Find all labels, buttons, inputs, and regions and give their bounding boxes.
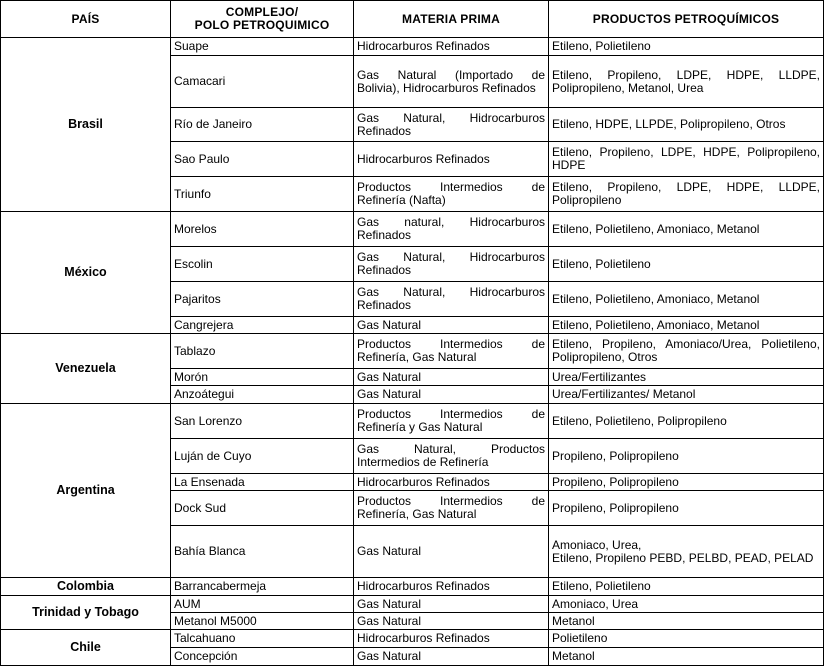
products-cell: Amoniaco, Urea — [549, 596, 824, 613]
complex-cell: San Lorenzo — [171, 404, 354, 439]
products-cell: Metanol — [549, 648, 824, 666]
complex-cell: Concepción — [171, 648, 354, 666]
products-cell: Etileno, Polietileno, Amoniaco, Metanol — [549, 212, 824, 247]
complex-cell: Morón — [171, 369, 354, 386]
complex-cell: Anzoátegui — [171, 386, 354, 404]
header-pais: PAÍS — [1, 1, 171, 38]
table-row — [1, 404, 824, 439]
products-cell: Propileno, Polipropileno — [549, 491, 824, 526]
complex-cell: Sao Paulo — [171, 142, 354, 177]
table-row — [1, 334, 824, 369]
products-cell: Etileno, Propileno, LDPE, HDPE, LLDPE, Polipropileno, Metanol, Urea — [549, 56, 824, 108]
products-cell: Etileno, Polietileno, Amoniaco, Metanol — [549, 282, 824, 317]
raw-material-cell: Gas Natural, Hidrocarburos Refinados — [354, 282, 549, 317]
complex-cell: Barrancabermeja — [171, 578, 354, 596]
header-complejo-line1: COMPLEJO/ — [225, 5, 299, 19]
country-cell: Trinidad y Tobago — [1, 596, 171, 630]
country-cell: Colombia — [1, 578, 171, 596]
products-cell — [549, 526, 824, 578]
complex-cell: Tablazo — [171, 334, 354, 369]
complex-cell: Pajaritos — [171, 282, 354, 317]
products-cell: Etileno, Polietileno — [549, 247, 824, 282]
header-complejo — [171, 1, 354, 38]
products-cell: Propileno, Polipropileno — [549, 439, 824, 474]
raw-material-cell: Gas Natural — [354, 596, 549, 613]
products-cell: Etileno, Propileno, LDPE, HDPE, Polipropileno, HDPE — [549, 142, 824, 177]
products-cell: Etileno, Polietileno, Amoniaco, Metanol — [549, 317, 824, 334]
table-row — [1, 630, 824, 648]
country-cell: Venezuela — [1, 334, 171, 404]
products-cell: Etileno, Polietileno, Polipropileno — [549, 404, 824, 439]
table-row — [1, 212, 824, 247]
complex-cell: La Ensenada — [171, 474, 354, 491]
raw-material-cell: Hidrocarburos Refinados — [354, 38, 549, 56]
raw-material-cell: Productos Intermedios de Refinería (Nafta) — [354, 177, 549, 212]
complex-cell: Camacari — [171, 56, 354, 108]
products-cell: Etileno, Propileno, LDPE, HDPE, LLDPE, Polipropileno — [549, 177, 824, 212]
raw-material-cell: Gas Natural (Importado de Bolivia), Hidrocarburos Refinados — [354, 56, 549, 108]
products-cell: Etileno, Propileno, Amoniaco/Urea, Polietileno, Polipropileno, Otros — [549, 334, 824, 369]
products-cell: Propileno, Polipropileno — [549, 474, 824, 491]
raw-material-cell: Productos Intermedios de Refinería y Gas Natural — [354, 404, 549, 439]
complex-cell: Suape — [171, 38, 354, 56]
complex-cell: Cangrejera — [171, 317, 354, 334]
complex-cell: Río de Janeiro — [171, 108, 354, 142]
products-cell: Urea/Fertilizantes — [549, 369, 824, 386]
country-cell: Brasil — [1, 38, 171, 212]
country-cell: Argentina — [1, 404, 171, 578]
complex-cell: Morelos — [171, 212, 354, 247]
header-row — [1, 1, 824, 38]
complex-cell: Dock Sud — [171, 491, 354, 526]
raw-material-cell: Gas Natural — [354, 386, 549, 404]
table-row — [1, 596, 824, 613]
raw-material-cell: Gas natural, Hidrocarburos Refinados — [354, 212, 549, 247]
raw-material-cell: Gas Natural — [354, 613, 549, 630]
header-materia: MATERIA PRIMA — [354, 1, 549, 38]
header-complejo-line2: POLO PETROQUIMICO — [194, 18, 330, 32]
complex-cell: Metanol M5000 — [171, 613, 354, 630]
products-cell: Etileno, Polietileno — [549, 38, 824, 56]
complex-cell: Bahía Blanca — [171, 526, 354, 578]
raw-material-cell: Hidrocarburos Refinados — [354, 578, 549, 596]
raw-material-cell: Hidrocarburos Refinados — [354, 630, 549, 648]
complex-cell: Triunfo — [171, 177, 354, 212]
raw-material-cell: Gas Natural, Hidrocarburos Refinados — [354, 247, 549, 282]
raw-material-cell: Gas Natural — [354, 317, 549, 334]
country-cell: Chile — [1, 630, 171, 666]
complex-cell: Talcahuano — [171, 630, 354, 648]
complex-cell: AUM — [171, 596, 354, 613]
table-row — [1, 38, 824, 56]
products-cell: Etileno, Polietileno — [549, 578, 824, 596]
country-cell: México — [1, 212, 171, 334]
raw-material-cell: Gas Natural — [354, 526, 549, 578]
products-line: Etileno, Propileno PEBD, PELBD, PEAD, PELAD — [552, 550, 814, 565]
header-productos: PRODUCTOS PETROQUÍMICOS — [549, 1, 824, 38]
raw-material-cell: Gas Natural, Productos Intermedios de Refinería — [354, 439, 549, 474]
raw-material-cell: Hidrocarburos Refinados — [354, 474, 549, 491]
raw-material-cell: Productos Intermedios de Refinería, Gas Natural — [354, 491, 549, 526]
raw-material-cell: Productos Intermedios de Refinería, Gas Natural — [354, 334, 549, 369]
raw-material-cell: Gas Natural — [354, 369, 549, 386]
raw-material-cell: Gas Natural, Hidrocarburos Refinados — [354, 108, 549, 142]
products-cell: Urea/Fertilizantes/ Metanol — [549, 386, 824, 404]
products-cell: Polietileno — [549, 630, 824, 648]
table-row — [1, 578, 824, 596]
products-line: Amoniaco, Urea, — [552, 537, 642, 552]
products-cell: Metanol — [549, 613, 824, 630]
complex-cell: Luján de Cuyo — [171, 439, 354, 474]
raw-material-cell: Hidrocarburos Refinados — [354, 142, 549, 177]
products-cell: Etileno, HDPE, LLPDE, Polipropileno, Otros — [549, 108, 824, 142]
complex-cell: Escolin — [171, 247, 354, 282]
raw-material-cell: Gas Natural — [354, 648, 549, 666]
